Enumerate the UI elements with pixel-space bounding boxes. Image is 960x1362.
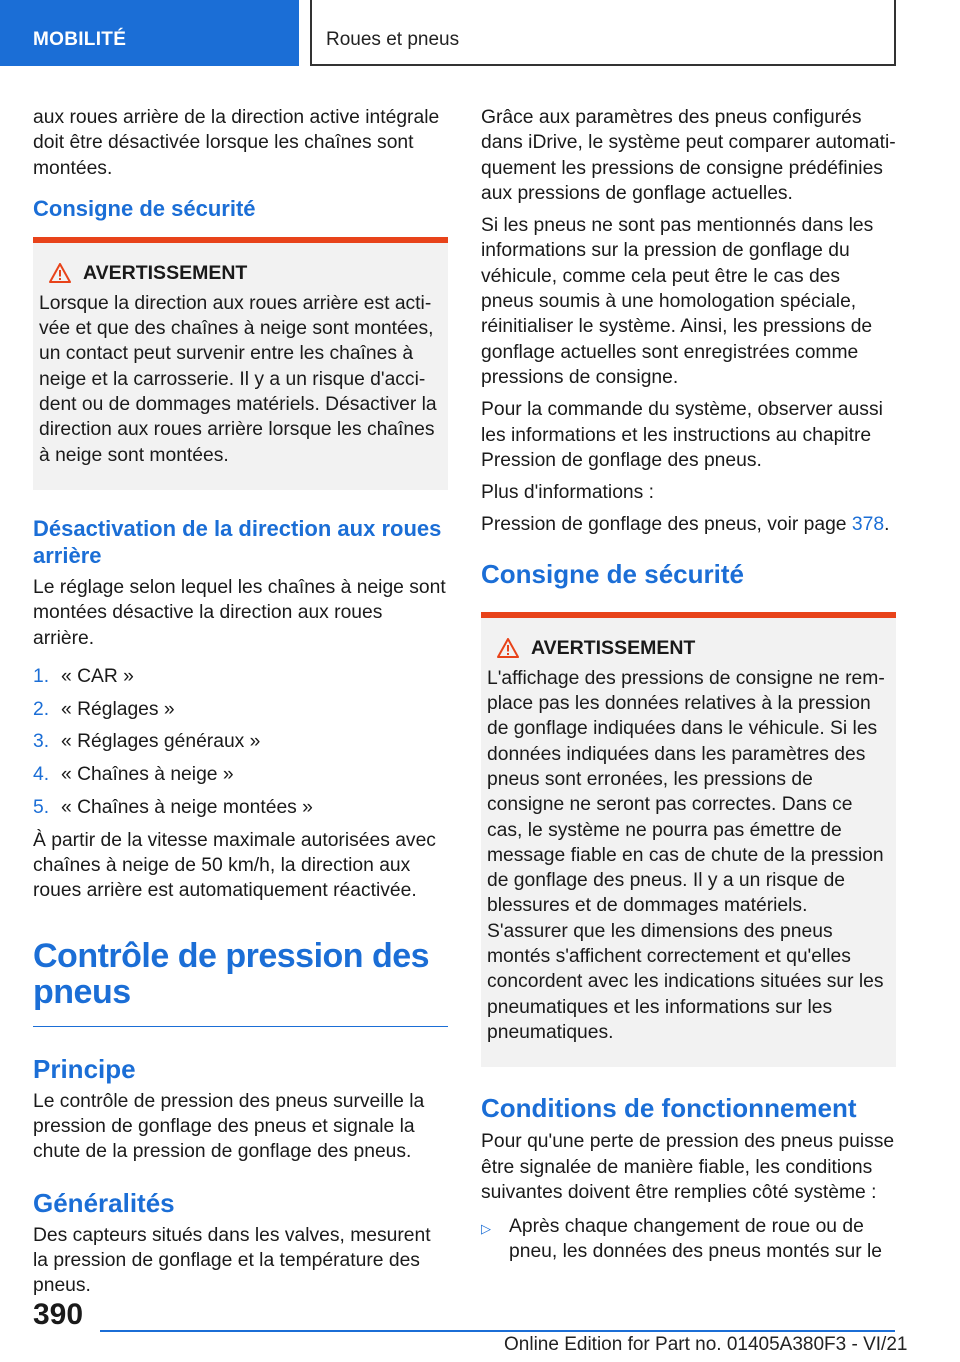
- warning-triangle-icon: [497, 638, 519, 658]
- list-item: 2. « Réglages »: [33, 698, 175, 720]
- page-link[interactable]: 378: [851, 514, 885, 536]
- warning-text: L'affichage des pressions de consigne ne remplace pas les données relatives à la pression de gonflage indiquées dans le véhicule. Si les données indiquées dans les paramètres des pneus sont erronées, les pressions de consigne ne seront pas correctes. Dans ce cas, le système ne pourra pas émettre de message fiable en cas de chute de la pression de gonflage des pneus. Il y a un risque de blessures et de dommages matériels. S'assurer que les dimensions des pneus montés s'affichent correctement et qu'elles concordent avec les indications situées sur les pneumatiques et les informations sur les pneumatiques.: [487, 667, 885, 1043]
- paragraph: Pour la commande du système, observer aussi les informations et les instructions au chapitre Pression de gonflage des pneus.: [481, 399, 883, 471]
- intro-paragraph: aux roues arrière de la direction active intégrale doit être désactivée lorsque les chaînes sont montées.: [33, 107, 440, 179]
- safety-heading-2: Consigne de sécurité: [481, 558, 744, 589]
- deactivation-heading: Désactivation de la direction aux roues arrière: [33, 515, 442, 568]
- principle-heading: Principe: [33, 1053, 136, 1084]
- bullet-triangle-icon: ▷: [481, 1221, 491, 1237]
- reactivation-text: À partir de la vitesse maximale autorisées avec chaînes à neige de 50 km/h, la direction aux roues arrière est automatiquement réactivée.: [33, 829, 436, 902]
- principle-text: Le contrôle de pression des pneus surveille la pression de gonflage des pneus et signale la chute de la pression de gonflage des pneus.: [33, 1090, 425, 1163]
- footer-divider: [100, 1330, 895, 1332]
- general-heading: Généralités: [33, 1187, 175, 1218]
- section-tab: MOBILITÉ: [0, 0, 299, 66]
- left-column: [33, 100, 448, 1299]
- warning-triangle-icon: [49, 263, 71, 283]
- list-item: 3. « Réglages généraux »: [33, 731, 261, 753]
- bullet-item: ▷ Après chaque changement de roue ou de pneu, les données des pneus montés sur le: [481, 1214, 896, 1265]
- list-item: 5. « Chaînes à neige montées »: [33, 797, 313, 819]
- safety-heading: Consigne de sécurité: [33, 195, 256, 221]
- warning-box: [33, 237, 448, 490]
- conditions-heading: Conditions de fonctionnement: [481, 1093, 857, 1124]
- deactivation-text: Le réglage selon lequel les chaînes à neige sont montées désactive la direction aux roues arrière.: [33, 576, 446, 649]
- section-divider: [33, 1026, 448, 1027]
- conditions-text: Pour qu'une perte de pression des pneus puisse être signalée de manière fiable, les conditions suivantes doivent être remplies côté système :: [481, 1131, 895, 1203]
- page-reference: Pression de gonflage des pneus, voir page 378.: [481, 514, 890, 536]
- steps-list: [33, 664, 448, 820]
- warning-title: [487, 636, 888, 660]
- page-number: 390: [33, 1298, 84, 1331]
- paragraph: Si les pneus ne sont pas mentionnés dans les informations sur la pression de gonflage du véhicule, comme cela peut être le cas des pneus soumis à une homologation spéciale, réinitialiser le système. Ainsi, les pressions de gonflage actuelles sont enregistrées comme pressions de consigne.: [481, 215, 874, 388]
- right-column: [481, 100, 896, 1265]
- list-item: 4. « Chaînes à neige »: [33, 764, 234, 786]
- chapter-title: Roues et pneus: [310, 0, 896, 66]
- warning-text: Lorsque la direction aux roues arrière est activée et que des chaînes à neige sont montées, un contact peut survenir entre les chaînes à neige et la carrosserie. Il y a un risque d'accident ou de dommages matériels. Désactiver la direction aux roues arrière lorsque les chaînes à neige sont montées.: [39, 292, 437, 466]
- warning-box-2: [481, 612, 896, 1067]
- tpms-heading: Contrôle de pression des pneus: [33, 936, 430, 1011]
- edition-note: Online Edition for Part no. 01405A380F3 - VI/21: [504, 1334, 908, 1355]
- list-item: 1. « CAR »: [33, 665, 134, 687]
- warning-title-text: AVERTISSEMENT: [83, 261, 248, 284]
- warning-title-text: AVERTISSEMENT: [531, 636, 696, 659]
- general-text: Des capteurs situés dans les valves, mesurent la pression de gonflage et la température des pneus.: [33, 1224, 431, 1297]
- warning-title: [39, 261, 440, 285]
- page-header: [0, 0, 960, 66]
- paragraph: Grâce aux paramètres des pneus configurés dans iDrive, le système peut comparer automatiquement les pressions de consigne prédéfinies aux pressions de gonflage actuelles.: [481, 107, 896, 204]
- more-info-label: Plus d'informations :: [481, 482, 655, 504]
